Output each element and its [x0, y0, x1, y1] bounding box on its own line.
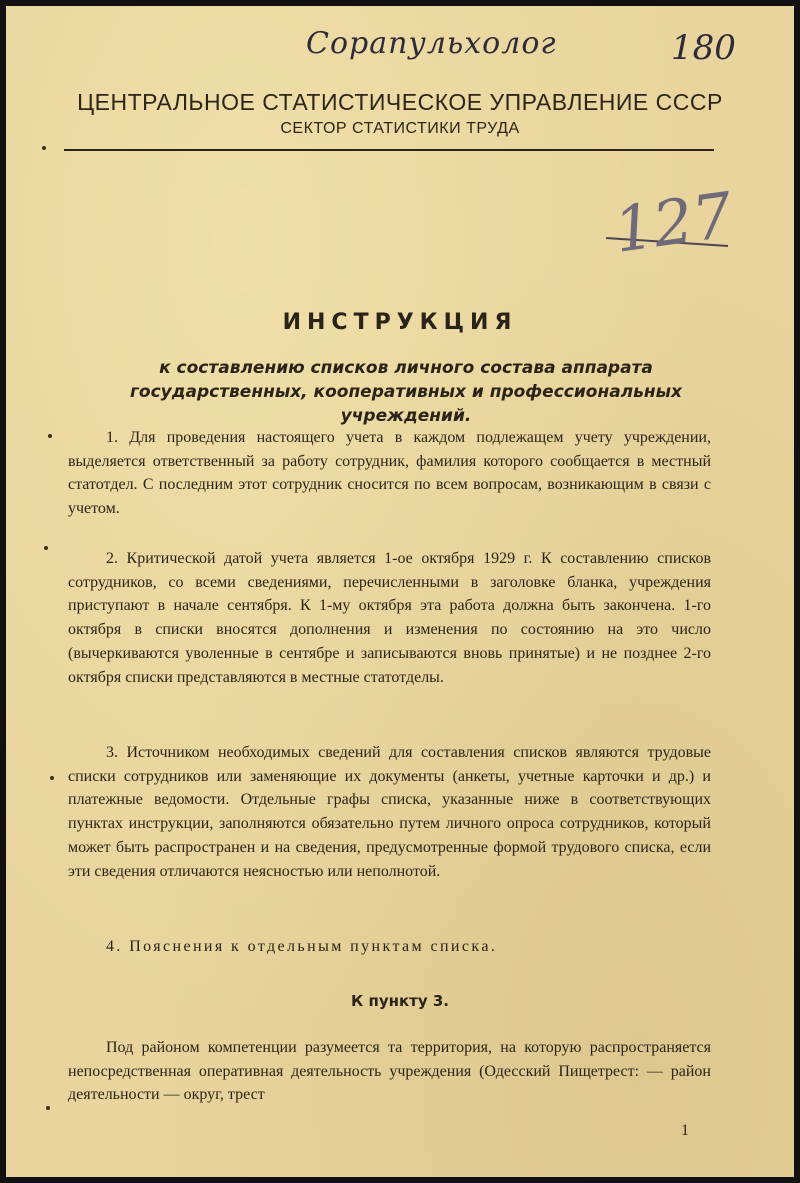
handwritten-margin-number-text: 127: [609, 178, 737, 267]
margin-dot: [44, 546, 48, 550]
header-rule: [64, 149, 714, 151]
section-paragraph: Под районом компетенции разумеется та территория, на которую распространяется непосредственная оперативная деятельность учреждения (Одесский Пищетрест: — район деятельности — округ, трест: [68, 1039, 711, 1104]
organization-title: ЦЕНТРАЛЬНОЕ СТАТИСТИЧЕСКОЕ УПРАВЛЕНИЕ СССР: [77, 89, 723, 115]
margin-dot: [46, 1106, 50, 1110]
paragraph-3: 3. Источником необходимых сведений для составления списков являются трудовые списки сотрудников или заменяющие их документы (анкеты, учетные карточки и др.) и платежные ведомости. Отдельные графы списка, указанные ниже в соответствующих пунктах инструкции, заполняются обязательно путем личного опроса сотрудников, который может быть распространен и на сведения, предусмотренные формой трудового списка, если эти сведения отличаются неясностью или неполнотой.: [68, 744, 711, 880]
margin-dot: [48, 434, 52, 438]
handwritten-top-note: Сорапульхолог: [306, 26, 557, 61]
department-title: СЕКТОР СТАТИСТИКИ ТРУДА: [280, 120, 520, 137]
paragraph-2: 2. Критической датой учета является 1-ое октября 1929 г. К составлению списков сотрудников, со всеми сведениями, перечисленными в заголовке бланка, учреждения приступают в начале сентября. К 1-му октября эта работа должна быть закончена. 1-го октября в списки вносятся дополнения и изменения по состоянию на это число (вычеркиваются уволенные в сентябре и записываются вновь принятые) и не позднее 2-го октября списки представляются в местные статотделы.: [68, 550, 711, 686]
page-number: 1: [681, 1122, 689, 1139]
document-title: ИНСТРУКЦИЯ: [282, 310, 518, 335]
handwritten-sheet-number: 180: [671, 28, 736, 68]
section-heading: К пункту 3.: [351, 992, 449, 1010]
paragraph-4: 4. Пояснения к отдельным пунктам списка.: [106, 938, 498, 955]
margin-dot: [50, 776, 54, 780]
document-subtitle: к составлению списков личного состава аппарата государственных, кооперативных и профессиональных учреждений.: [130, 358, 682, 426]
margin-dot: [42, 146, 46, 150]
document-page: [6, 6, 794, 1177]
handwritten-margin-number: [596, 166, 736, 286]
paragraph-1: 1. Для проведения настоящего учета в каждом подлежащем учету учреждении, выделяется ответственный за работу сотрудник, фамилия которого сообщается в местный статотдел. С последним этот сотрудник сносится по всем вопросам, возникающим в связи с учетом.: [68, 429, 711, 518]
